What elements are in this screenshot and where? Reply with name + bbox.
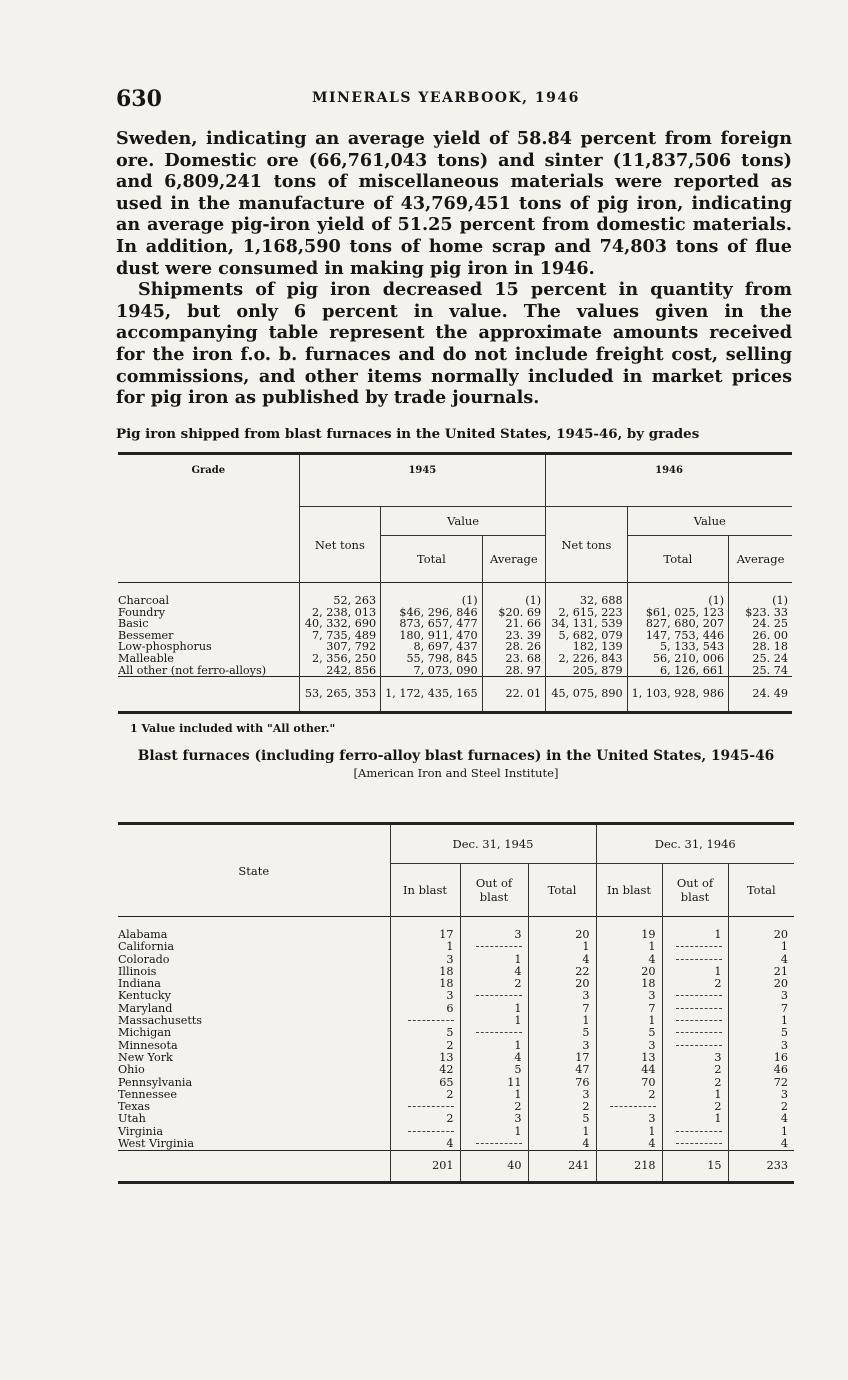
- cell: 18: [390, 966, 460, 978]
- cell: [662, 1027, 728, 1039]
- running-title: MINERALS YEARBOOK, 1946: [312, 90, 580, 106]
- cell: 56, 210, 006: [627, 653, 729, 665]
- table2-caption-block: [116, 748, 796, 782]
- cell: 5: [390, 1027, 460, 1039]
- cell: (1): [627, 595, 729, 607]
- cell: 1: [596, 941, 662, 953]
- cell: 2, 226, 843: [546, 653, 627, 665]
- in-blast-1946-header: In blast: [596, 864, 662, 917]
- cell: 1: [460, 1126, 528, 1138]
- cell: 2: [662, 1077, 728, 1089]
- cell: 28. 18: [729, 641, 792, 653]
- table-row: [118, 1064, 794, 1076]
- cell: 3: [728, 990, 794, 1002]
- grade-label: Basic: [118, 617, 149, 631]
- cell: 23. 68: [482, 653, 546, 665]
- total-value-1946-header: Total: [627, 536, 729, 583]
- table-row: [118, 1089, 794, 1101]
- cell: 42: [390, 1064, 460, 1076]
- cell: 1: [662, 1089, 728, 1101]
- pig-iron-shipments-table: [118, 452, 792, 714]
- state-label: Pennsylvania: [118, 1075, 193, 1089]
- cell: [662, 1015, 728, 1027]
- cell: 8, 697, 437: [381, 641, 483, 653]
- state-label: Minnesota: [118, 1038, 178, 1052]
- table-row: [118, 966, 794, 978]
- total-cell: 45, 075, 890: [546, 677, 627, 713]
- cell: 1: [728, 941, 794, 953]
- empty-dash: [676, 946, 722, 947]
- table-row: [118, 653, 792, 665]
- empty-dash: [676, 1143, 722, 1144]
- state-label: Maryland: [118, 1001, 173, 1015]
- cell: [662, 1126, 728, 1138]
- cell: 1: [528, 1126, 596, 1138]
- total-row: [118, 1151, 794, 1183]
- cell: 5: [528, 1027, 596, 1039]
- table1-caption: Pig iron shipped from blast furnaces in the United States, 1945-46, by grades: [116, 426, 700, 442]
- grade-header: Grade: [191, 465, 226, 476]
- cell: 3: [390, 990, 460, 1002]
- cell: 873, 657, 477: [381, 618, 483, 630]
- body-text: [116, 128, 792, 409]
- cell: $20. 69: [482, 607, 546, 619]
- state-label: Tennessee: [118, 1087, 177, 1101]
- cell: 72: [728, 1077, 794, 1089]
- net-tons-1946-header: Net tons: [546, 507, 627, 583]
- cell: 65: [390, 1077, 460, 1089]
- blast-furnaces-table: [118, 822, 794, 1184]
- cell: 1: [728, 1015, 794, 1027]
- cell: [662, 1003, 728, 1015]
- state-label: Indiana: [118, 977, 161, 991]
- cell: 1: [662, 966, 728, 978]
- cell: 147, 753, 446: [627, 630, 729, 642]
- cell: 1: [728, 1126, 794, 1138]
- cell: 3: [728, 1040, 794, 1052]
- cell: 2, 356, 250: [299, 653, 380, 665]
- empty-dash: [676, 1008, 722, 1009]
- total-cell: 15: [662, 1151, 728, 1183]
- cell: 20: [596, 966, 662, 978]
- empty-dash: [476, 946, 522, 947]
- cell: 5, 682, 079: [546, 630, 627, 642]
- table-row: [118, 990, 794, 1002]
- table1-footnote: 1 Value included with "All other.": [130, 722, 336, 735]
- cell: 40, 332, 690: [299, 618, 380, 630]
- cell: 1: [528, 1015, 596, 1027]
- cell: 2: [390, 1040, 460, 1052]
- cell: [460, 941, 528, 953]
- cell: 22: [528, 966, 596, 978]
- cell: 46: [728, 1064, 794, 1076]
- cell: 13: [596, 1052, 662, 1064]
- cell: 2: [390, 1089, 460, 1101]
- cell: 18: [390, 978, 460, 990]
- cell: [460, 1138, 528, 1151]
- cell: 4: [728, 1113, 794, 1125]
- cell: 20: [528, 978, 596, 990]
- cell: 827, 680, 207: [627, 618, 729, 630]
- cell: 1: [596, 1126, 662, 1138]
- cell: 4: [728, 1138, 794, 1151]
- cell: 5: [528, 1113, 596, 1125]
- empty-dash: [408, 1106, 454, 1107]
- table-row: [118, 1040, 794, 1052]
- state-label: Kentucky: [118, 989, 171, 1003]
- cell: 307, 792: [299, 641, 380, 653]
- cell: 20: [528, 929, 596, 941]
- cell: 1: [662, 929, 728, 941]
- cell: 70: [596, 1077, 662, 1089]
- table-row: [118, 595, 792, 607]
- cell: 4: [460, 1052, 528, 1064]
- cell: 1: [460, 1015, 528, 1027]
- empty-dash: [676, 959, 722, 960]
- running-header: [116, 86, 796, 112]
- cell: 6: [390, 1003, 460, 1015]
- cell: 1: [460, 1040, 528, 1052]
- state-label: Texas: [118, 1100, 150, 1114]
- cell: 6, 126, 661: [627, 665, 729, 677]
- cell: 1: [390, 941, 460, 953]
- table-row: [118, 978, 794, 990]
- cell: 3: [596, 1113, 662, 1125]
- total-cell: 22. 01: [482, 677, 546, 713]
- cell: (1): [482, 595, 546, 607]
- cell: [662, 990, 728, 1002]
- year-1945-header: 1945: [299, 454, 546, 507]
- cell: 3: [390, 954, 460, 966]
- grade-label: Malleable: [118, 651, 174, 665]
- cell: 180, 911, 470: [381, 630, 483, 642]
- state-label: Massachusetts: [118, 1014, 203, 1028]
- cell: 3: [528, 1089, 596, 1101]
- cell: 242, 856: [299, 665, 380, 677]
- paragraph-1: Sweden, indicating an average yield of 58.84 percent from foreign ore. Domestic ore (66,761,043 tons) and sinter (11,837,506 tons) and 6,809,241 tons of miscellaneous materials were reported as used in the manufacture of 43,769,451 tons of pig iron, indicating an average pig-iron yield of 51.25 percent from domestic materials. In addition, 1,168,590 tons of home scrap and 74,803 tons of flue dust were consumed in making pig iron in 1946.: [116, 128, 792, 279]
- cell: 2: [728, 1101, 794, 1113]
- cell: 19: [596, 929, 662, 941]
- table2-caption: Blast furnaces (including ferro-alloy blast furnaces) in the United States, 1945-46: [137, 748, 775, 764]
- state-label: Illinois: [118, 964, 157, 978]
- average-1946-header: Average: [729, 536, 792, 583]
- cell: 4: [596, 1138, 662, 1151]
- cell: 2: [596, 1089, 662, 1101]
- state-label: New York: [118, 1050, 173, 1064]
- total-row: [118, 677, 792, 713]
- cell: 52, 263: [299, 595, 380, 607]
- cell: 4: [460, 966, 528, 978]
- grade-label: Low-phosphorus: [118, 640, 212, 654]
- total-1945-header: Total: [528, 864, 596, 917]
- cell: 7: [596, 1003, 662, 1015]
- table-row: [118, 941, 794, 953]
- cell: 2, 615, 223: [546, 607, 627, 619]
- cell: 20: [728, 978, 794, 990]
- cell: 1: [460, 954, 528, 966]
- total-cell: 201: [390, 1151, 460, 1183]
- cell: [662, 941, 728, 953]
- total-cell: 1, 103, 928, 986: [627, 677, 729, 713]
- grade-label: Foundry: [118, 605, 166, 619]
- state-label: West Virginia: [118, 1137, 195, 1151]
- cell: 47: [528, 1064, 596, 1076]
- cell: 4: [728, 954, 794, 966]
- cell: 21. 66: [482, 618, 546, 630]
- total-cell: 241: [528, 1151, 596, 1183]
- cell: $61, 025, 123: [627, 607, 729, 619]
- cell: 5: [460, 1064, 528, 1076]
- cell: [662, 1138, 728, 1151]
- cell: (1): [729, 595, 792, 607]
- cell: 1: [662, 1113, 728, 1125]
- cell: 2: [528, 1101, 596, 1113]
- cell: 7: [728, 1003, 794, 1015]
- cell: 3: [528, 1040, 596, 1052]
- in-blast-1945-header: In blast: [390, 864, 460, 917]
- state-label: California: [118, 940, 175, 954]
- total-cell: 24. 49: [729, 677, 792, 713]
- cell: 205, 879: [546, 665, 627, 677]
- value-1945-header: Value: [381, 507, 546, 536]
- cell: (1): [381, 595, 483, 607]
- cell: 76: [528, 1077, 596, 1089]
- table-row: [118, 954, 794, 966]
- cell: 5: [728, 1027, 794, 1039]
- cell: 2, 238, 013: [299, 607, 380, 619]
- cell: 25. 24: [729, 653, 792, 665]
- total-1946-header: Total: [728, 864, 794, 917]
- grade-label: Bessemer: [118, 628, 174, 642]
- total-value-1945-header: Total: [381, 536, 483, 583]
- cell: 18: [596, 978, 662, 990]
- table-row: [118, 1052, 794, 1064]
- cell: 4: [528, 1138, 596, 1151]
- total-cell: 40: [460, 1151, 528, 1183]
- table-row: [118, 1015, 794, 1027]
- cell: 3: [662, 1052, 728, 1064]
- cell: 7: [528, 1003, 596, 1015]
- cell: 2: [662, 1064, 728, 1076]
- cell: 2: [460, 1101, 528, 1113]
- total-cell: 233: [728, 1151, 794, 1183]
- cell: 4: [390, 1138, 460, 1151]
- table-row: [118, 929, 794, 941]
- cell: 55, 798, 845: [381, 653, 483, 665]
- table-row: [118, 1113, 794, 1125]
- cell: 3: [596, 1040, 662, 1052]
- average-1945-header: Average: [482, 536, 546, 583]
- cell: 2: [460, 978, 528, 990]
- state-label: Virginia: [118, 1124, 164, 1138]
- empty-dash: [676, 995, 722, 996]
- table-row: [118, 1101, 794, 1113]
- state-label: Colorado: [118, 952, 170, 966]
- page-number: 630: [116, 86, 162, 112]
- empty-dash: [408, 1020, 454, 1021]
- empty-dash: [676, 1032, 722, 1033]
- cell: 2: [662, 1101, 728, 1113]
- cell: 17: [528, 1052, 596, 1064]
- cell: 1: [528, 941, 596, 953]
- cell: 11: [460, 1077, 528, 1089]
- cell: 20: [728, 929, 794, 941]
- cell: 3: [728, 1089, 794, 1101]
- cell: 25. 74: [729, 665, 792, 677]
- table-row: [118, 1077, 794, 1089]
- cell: 32, 688: [546, 595, 627, 607]
- state-label: Ohio: [118, 1063, 145, 1077]
- cell: 17: [390, 929, 460, 941]
- state-header: State: [238, 863, 270, 878]
- grade-label: Charcoal: [118, 594, 170, 607]
- total-cell: 1, 172, 435, 165: [381, 677, 483, 713]
- year-1946-header: 1946: [546, 454, 792, 507]
- empty-dash: [676, 1020, 722, 1021]
- cell: 3: [460, 1113, 528, 1125]
- cell: 24. 25: [729, 618, 792, 630]
- cell: $23. 33: [729, 607, 792, 619]
- cell: 3: [528, 990, 596, 1002]
- cell: 2: [662, 978, 728, 990]
- cell: 44: [596, 1064, 662, 1076]
- empty-dash: [676, 1131, 722, 1132]
- cell: 3: [460, 929, 528, 941]
- cell: 7, 073, 090: [381, 665, 483, 677]
- cell: 4: [528, 954, 596, 966]
- empty-dash: [476, 1032, 522, 1033]
- empty-dash: [676, 1045, 722, 1046]
- cell: 28. 97: [482, 665, 546, 677]
- total-cell: 218: [596, 1151, 662, 1183]
- table-row: [118, 1003, 794, 1015]
- cell: 1: [460, 1089, 528, 1101]
- cell: 13: [390, 1052, 460, 1064]
- empty-dash: [476, 995, 522, 996]
- cell: 182, 139: [546, 641, 627, 653]
- empty-dash: [610, 1106, 656, 1107]
- net-tons-1945-header: Net tons: [299, 507, 380, 583]
- cell: 4: [596, 954, 662, 966]
- paragraph-2: Shipments of pig iron decreased 15 percent in quantity from 1945, but only 6 percent in value. The values given in the accompanying table represent the approximate amounts received for the iron f.o. b. furnaces and do not include freight cost, selling commissions, and other items normally included in market prices for pig iron as published by trade journals.: [116, 279, 792, 409]
- cell: 34, 131, 539: [546, 618, 627, 630]
- date-1945-header: Dec. 31, 1945: [390, 824, 596, 864]
- empty-dash: [476, 1143, 522, 1144]
- cell: 3: [596, 990, 662, 1002]
- out-of-blast-1946-header: Out of blast: [662, 864, 728, 917]
- cell: 23. 39: [482, 630, 546, 642]
- cell: 5: [596, 1027, 662, 1039]
- total-cell: 53, 265, 353: [299, 677, 380, 713]
- cell: 16: [728, 1052, 794, 1064]
- cell: [460, 990, 528, 1002]
- table-row: [118, 665, 792, 677]
- cell: 7, 735, 489: [299, 630, 380, 642]
- cell: 5, 133, 543: [627, 641, 729, 653]
- cell: 28. 26: [482, 641, 546, 653]
- cell: 1: [460, 1003, 528, 1015]
- out-of-blast-1945-header: Out of blast: [460, 864, 528, 917]
- cell: 2: [390, 1113, 460, 1125]
- table-row: [118, 1138, 794, 1151]
- cell: 1: [596, 1015, 662, 1027]
- state-label: Michigan: [118, 1026, 172, 1040]
- state-label: Utah: [118, 1112, 146, 1126]
- cell: 21: [728, 966, 794, 978]
- date-1946-header: Dec. 31, 1946: [596, 824, 794, 864]
- table2-source: [American Iron and Steel Institute]: [353, 766, 559, 780]
- grade-label: All other (not ferro-alloys): [118, 663, 267, 677]
- table-row: [118, 1126, 794, 1138]
- cell: [460, 1027, 528, 1039]
- cell: 26. 00: [729, 630, 792, 642]
- blast-furnaces-rows: [118, 917, 794, 1183]
- empty-dash: [408, 1131, 454, 1132]
- table-row: [118, 1027, 794, 1039]
- value-1946-header: Value: [627, 507, 792, 536]
- cell: $46, 296, 846: [381, 607, 483, 619]
- state-label: Alabama: [118, 928, 168, 941]
